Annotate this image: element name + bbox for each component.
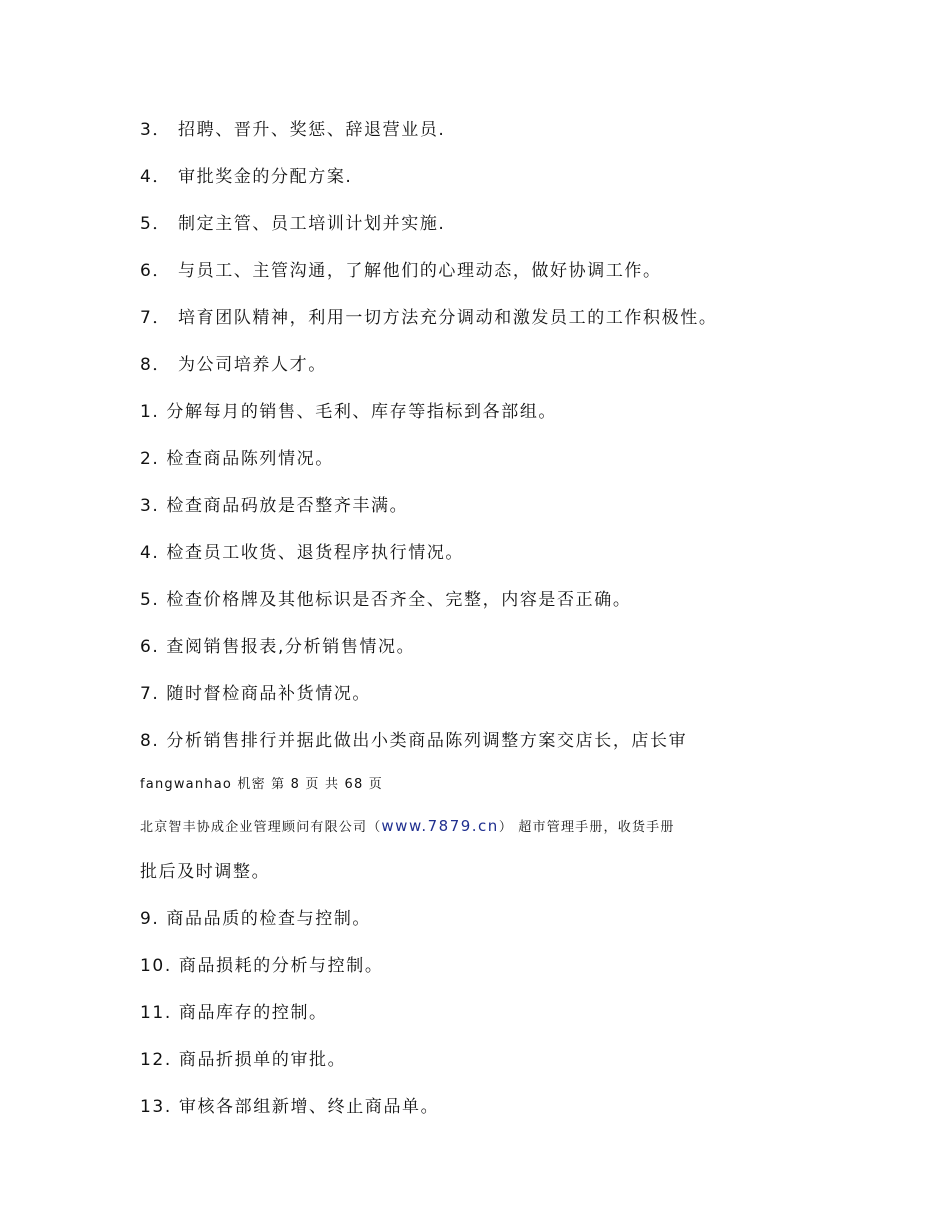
company-name-prefix: 北京智丰协成企业管理顾问有限公司（: [140, 820, 382, 835]
list-item: 批后及时调整。: [140, 862, 271, 882]
list-item: 8. 分析销售排行并据此做出小类商品陈列调整方案交店长，店长审: [140, 731, 688, 751]
list-item: 8． 为公司培养人才。: [140, 355, 327, 375]
list-item: 5． 制定主管、员工培训计划并实施.: [140, 214, 446, 234]
list-item: 9. 商品品质的检查与控制。: [140, 909, 372, 929]
page-footer-info: fangwanhao 机密 第 8 页 共 68 页: [140, 777, 383, 792]
website-link[interactable]: www.7879.cn: [381, 817, 499, 835]
list-item: 1. 分解每月的销售、毛利、库存等指标到各部组。: [140, 402, 558, 422]
list-item: 4. 检查员工收货、退货程序执行情况。: [140, 543, 465, 563]
list-item: 7． 培育团队精神，利用一切方法充分调动和激发员工的工作积极性。: [140, 308, 718, 328]
list-item: 3. 检查商品码放是否整齐丰满。: [140, 496, 409, 516]
list-item: 6． 与员工、主管沟通，了解他们的心理动态，做好协调工作。: [140, 261, 662, 281]
page-header-company: [140, 818, 675, 836]
list-item: 6. 查阅销售报表,分析销售情况。: [140, 637, 416, 657]
list-item: 10. 商品损耗的分析与控制。: [140, 956, 384, 976]
list-item: 2. 检查商品陈列情况。: [140, 449, 334, 469]
list-item: 11. 商品库存的控制。: [140, 1003, 328, 1023]
list-item: 13. 审核各部组新增、终止商品单。: [140, 1097, 440, 1117]
list-item: 4． 审批奖金的分配方案.: [140, 167, 353, 187]
list-item: 3． 招聘、晋升、奖惩、辞退营业员.: [140, 120, 446, 140]
list-item: 7. 随时督检商品补货情况。: [140, 684, 372, 704]
list-item: 5. 检查价格牌及其他标识是否齐全、完整，内容是否正确。: [140, 590, 632, 610]
company-name-suffix: ） 超市管理手册，收货手册: [498, 820, 675, 835]
list-item: 12. 商品折损单的审批。: [140, 1050, 347, 1070]
